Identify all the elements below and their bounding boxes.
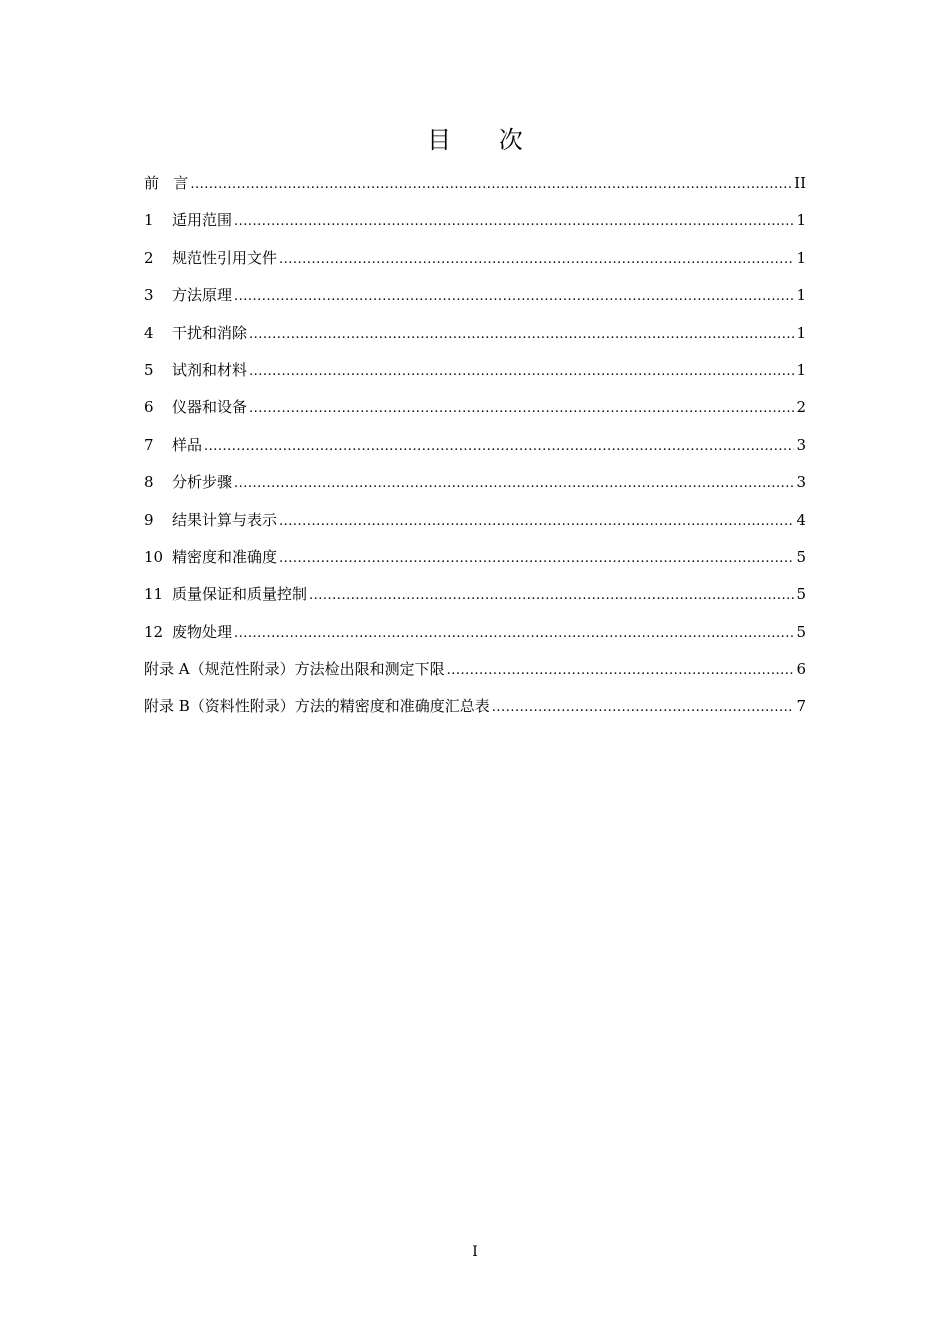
toc-page-number: 5 <box>796 622 806 641</box>
toc-dot-leader <box>309 583 794 609</box>
toc-dot-leader <box>249 322 794 348</box>
toc-section-number: 8 <box>144 473 154 492</box>
toc-section-number: 7 <box>144 435 154 454</box>
toc-page-number: II <box>794 174 806 192</box>
toc-entry-section-12[interactable] <box>144 619 806 656</box>
toc-dot-leader <box>279 247 794 273</box>
toc-page-number: 1 <box>796 248 806 267</box>
toc-section-number: 12 <box>144 622 164 641</box>
toc-section-number: 10 <box>144 547 164 566</box>
toc-entry-title: 样品 <box>172 435 203 454</box>
toc-entry-section-8[interactable] <box>144 469 806 506</box>
toc-page-number: 3 <box>796 435 806 454</box>
toc-dot-leader <box>279 509 794 535</box>
toc-dot-leader <box>234 209 794 235</box>
toc-entry-title: 规范性引用文件 <box>172 248 278 267</box>
toc-section-number: 6 <box>144 398 154 417</box>
toc-dot-leader <box>234 471 794 497</box>
toc-entry-title: 前 言 <box>144 174 189 192</box>
toc-dot-leader <box>249 396 794 422</box>
toc-dot-leader <box>492 695 795 721</box>
toc-entry-section-9[interactable] <box>144 507 806 544</box>
toc-entry-title: 仪器和设备 <box>172 398 248 417</box>
toc-dot-leader <box>234 284 794 310</box>
toc-dot-leader <box>204 434 794 460</box>
page-number-footer: I <box>472 1244 478 1260</box>
toc-page-number: 5 <box>796 585 806 604</box>
toc-entry-section-1[interactable] <box>144 207 806 244</box>
toc-section-number: 4 <box>144 323 154 342</box>
toc-section-number: 11 <box>144 585 164 604</box>
toc-entry-section-11[interactable] <box>144 581 806 618</box>
toc-entry-appendix-b[interactable] <box>144 693 806 730</box>
toc-entry-section-6[interactable] <box>144 394 806 431</box>
toc-entry-foreword[interactable] <box>144 170 806 207</box>
toc-entry-appendix-a[interactable] <box>144 656 806 693</box>
toc-page-number: 1 <box>796 323 806 342</box>
toc-entry-section-5[interactable] <box>144 357 806 394</box>
toc-section-number: 1 <box>144 211 154 230</box>
toc-page-number: 5 <box>796 547 806 566</box>
toc-entry-section-10[interactable] <box>144 544 806 581</box>
toc-entry-title: 适用范围 <box>172 211 233 230</box>
toc-entry-title: 结果计算与表示 <box>172 510 278 529</box>
toc-page-number: 1 <box>796 286 806 305</box>
toc-entry-section-2[interactable] <box>144 245 806 282</box>
toc-entry-section-3[interactable] <box>144 282 806 319</box>
toc-list <box>144 170 806 731</box>
toc-entry-title: 干扰和消除 <box>172 323 248 342</box>
toc-entry-section-4[interactable] <box>144 320 806 357</box>
toc-dot-leader <box>447 658 795 684</box>
toc-section-number: 3 <box>144 286 154 305</box>
toc-page-number: 2 <box>796 398 806 417</box>
toc-page-number: 7 <box>796 697 806 716</box>
toc-dot-leader <box>234 621 794 647</box>
toc-entry-title: 精密度和准确度 <box>172 547 278 566</box>
toc-dot-leader <box>190 172 792 198</box>
toc-page-number: 4 <box>796 510 806 529</box>
toc-entry-title: 废物处理 <box>172 622 233 641</box>
toc-dot-leader <box>279 546 794 572</box>
page-title: 目 次 <box>427 126 543 154</box>
toc-section-number: 9 <box>144 510 154 529</box>
toc-page-number: 1 <box>796 211 806 230</box>
toc-section-number: 2 <box>144 248 154 267</box>
toc-entry-section-7[interactable] <box>144 432 806 469</box>
toc-page-number: 3 <box>796 473 806 492</box>
toc-dot-leader <box>249 359 794 385</box>
toc-entry-title: 质量保证和质量控制 <box>172 585 308 604</box>
toc-entry-title: 附录 A（规范性附录）方法检出限和测定下限 <box>144 660 445 679</box>
toc-entry-title: 附录 B（资料性附录）方法的精密度和准确度汇总表 <box>144 697 490 716</box>
toc-page-number: 1 <box>796 360 806 379</box>
toc-page-number: 6 <box>796 660 806 679</box>
toc-entry-title: 试剂和材料 <box>172 360 248 379</box>
toc-section-number: 5 <box>144 360 154 379</box>
toc-entry-title: 分析步骤 <box>172 473 233 492</box>
toc-entry-title: 方法原理 <box>172 286 233 305</box>
